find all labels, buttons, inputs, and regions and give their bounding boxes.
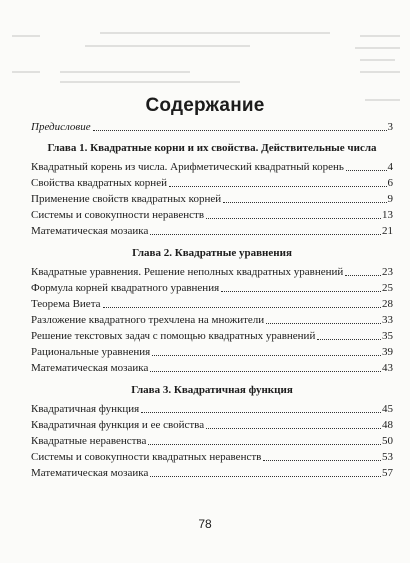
toc-entry	[31, 362, 393, 375]
toc-entry-label: Квадратный корень из числа. Арифметический квадратный корень	[31, 161, 344, 173]
toc-entry	[31, 298, 393, 311]
toc-entry	[31, 467, 393, 480]
dot-leader	[150, 234, 381, 235]
dot-leader	[150, 371, 381, 372]
dot-leader	[93, 130, 387, 131]
dot-leader	[221, 291, 381, 292]
dot-leader	[150, 476, 381, 477]
toc-entry-page: 3	[387, 121, 393, 133]
dot-leader	[266, 323, 381, 324]
toc-entry-page: 25	[382, 282, 393, 294]
dot-leader	[152, 355, 381, 356]
toc-entry-label: Квадратичная функция	[31, 403, 140, 415]
toc-entry-label: Применение свойств квадратных корней	[31, 193, 222, 205]
toc-entry-page: 6	[387, 177, 393, 189]
toc-entry-label: Квадратные неравенства	[31, 435, 147, 447]
toc-entry	[31, 451, 393, 464]
toc-entry	[31, 346, 393, 359]
toc-entry-label: Системы и совокупности квадратных неравенств	[31, 451, 262, 463]
toc-entry	[31, 314, 393, 327]
toc-entry	[31, 225, 393, 238]
toc-entry-page: 35	[382, 330, 393, 342]
toc-entry-page: 45	[382, 403, 393, 415]
toc-entry-page: 57	[382, 467, 393, 479]
toc-entry-page: 13	[382, 209, 393, 221]
toc-entry	[31, 177, 393, 190]
toc-entry	[31, 282, 393, 295]
dot-leader	[148, 444, 381, 445]
toc-entry	[31, 266, 393, 279]
chapter-3-heading: Глава 3. Квадратичная функция	[131, 384, 293, 396]
toc-entry	[31, 403, 393, 416]
toc-entry-label: Разложение квадратного трехчлена на множители	[31, 314, 265, 326]
dot-leader	[263, 460, 381, 461]
dot-leader	[345, 275, 381, 276]
toc-entry-page: 33	[382, 314, 393, 326]
toc-entry-page: 28	[382, 298, 393, 310]
toc-entry	[31, 161, 393, 174]
toc-entry-page: 43	[382, 362, 393, 374]
toc-entry-page: 48	[382, 419, 393, 431]
toc-entry-label: Квадратичная функция и ее свойства	[31, 419, 205, 431]
dot-leader	[206, 428, 381, 429]
dot-leader	[223, 202, 386, 203]
toc-entry-label: Свойства квадратных корней	[31, 177, 167, 189]
toc-entry-page: 21	[382, 225, 393, 237]
toc-entry-label: Предисловие	[31, 121, 91, 133]
toc-entry-label: Формула корней квадратного уравнения	[31, 282, 220, 294]
chapter-2-heading: Глава 2. Квадратные уравнения	[132, 247, 292, 259]
toc-entry	[31, 209, 393, 222]
toc-entry-label: Решение текстовых задач с помощью квадратных уравнений	[31, 330, 316, 342]
page-number: 78	[198, 517, 212, 531]
toc-entry-preface	[31, 121, 393, 134]
page-title: Содержание	[145, 95, 265, 116]
dot-leader	[169, 186, 387, 187]
toc-entry-page: 9	[387, 193, 393, 205]
toc-entry-label: Квадратные уравнения. Решение неполных квадратных уравнений	[31, 266, 344, 278]
toc-entry	[31, 419, 393, 432]
toc-entry-label: Математическая мозаика	[31, 225, 149, 237]
toc-entry-label: Математическая мозаика	[31, 467, 149, 479]
dot-leader	[317, 339, 381, 340]
toc-entry	[31, 193, 393, 206]
toc-entry-page: 50	[382, 435, 393, 447]
toc-entry	[31, 435, 393, 448]
toc-entry-page: 23	[382, 266, 393, 278]
dot-leader	[206, 218, 381, 219]
table-of-contents	[31, 121, 393, 483]
dot-leader	[103, 307, 381, 308]
chapter-1-heading: Глава 1. Квадратные корни и их свойства. Действительные числа	[47, 142, 377, 154]
toc-entry-page: 53	[382, 451, 393, 463]
toc-entry-page: 4	[387, 161, 393, 173]
toc-entry-page: 39	[382, 346, 393, 358]
dot-leader	[141, 412, 381, 413]
toc-entry-label: Теорема Виета	[31, 298, 101, 310]
toc-entry-label: Системы и совокупности неравенств	[31, 209, 205, 221]
toc-entry-label: Математическая мозаика	[31, 362, 149, 374]
toc-entry-label: Рациональные уравнения	[31, 346, 151, 358]
dot-leader	[346, 170, 387, 171]
toc-entry	[31, 330, 393, 343]
